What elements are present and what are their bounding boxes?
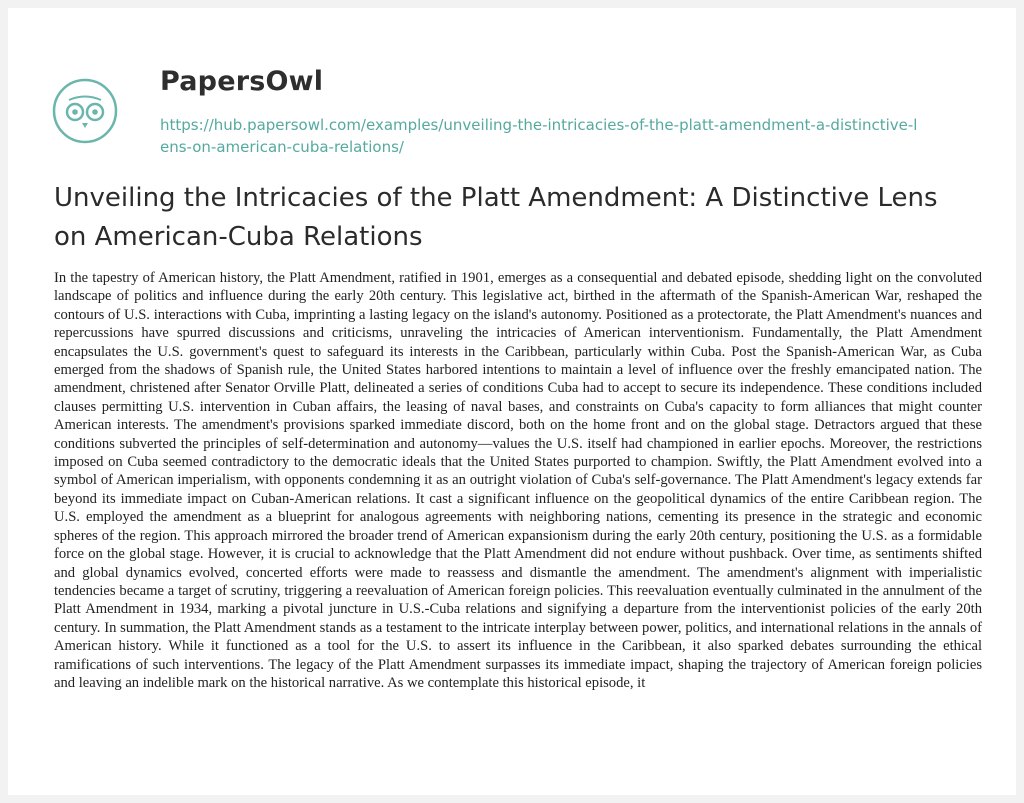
document-title: Unveiling the Intricacies of the Platt Amendment: A Distinctive Lens on American-Cuba Relations	[54, 183, 938, 252]
brand-name[interactable]: PapersOwl	[160, 66, 324, 97]
source-url-link[interactable]: https://hub.papersowl.com/examples/unveiling-the-intricacies-of-the-platt-amendment-a-distinctive-lens-on-american-cuba-relations/	[160, 116, 918, 156]
papersowl-logo[interactable]	[52, 78, 118, 144]
document-body: In the tapestry of American history, the Platt Amendment, ratified in 1901, emerges as a consequential and debated episode, shedding light on the convoluted landscape of politics and influence during the early 20th century. This legislative act, birthed in the aftermath of the Spanish-American War, reshaped the contours of U.S. interactions with Cuba, imprinting a lasting legacy on the island's autonomy. Positioned as a protectorate, the Platt Amendment's nuances and repercussions have spurred discussions and criticisms, unraveling the intricacies of American interventionism. Fundamentally, the Platt Amendment encapsulates the U.S. government's quest to safeguard its interests in the Caribbean, particularly within Cuba. Post the Spanish-American War, as Cuba emerged from the shadows of Spanish rule, the United States harbored intentions to maintain a level of influence over the freshly emancipated nation. The amendment, christened after Senator Orville Platt, delineated a series of conditions Cuba had to accept to secure its independence. These conditions included clauses permitting U.S. intervention in Cuban affairs, the leasing of naval bases, and constraints on Cuba's capacity to form alliances that might counter American interests. The amendment's provisions sparked immediate discord, both on the home front and on the global stage. Detractors argued that these conditions subverted the principles of self-determination and autonomy—values the U.S. itself had championed in earlier epochs. Moreover, the restrictions imposed on Cuba seemed contradictory to the democratic ideals that the United States purported to champion. Swiftly, the Platt Amendment evolved into a symbol of American imperialism, with opponents condemning it as an outright violation of Cuba's self-governance. The Platt Amendment's legacy extends far beyond its immediate impact on Cuban-American relations. It cast a significant influence on the geopolitical dynamics of the entire Caribbean region. The U.S. employed the amendment as a blueprint for analogous agreements with neighboring nations, cementing its presence in the strategic and economic spheres of the region. This approach mirrored the broader trend of American expansionism during the early 20th century, positioning the U.S. as a formidable force on the global stage. However, it is crucial to acknowledge that the Platt Amendment did not endure without pushback. Over time, as sentiments shifted and global dynamics evolved, concerted efforts were made to reassess and dismantle the amendment. The amendment's alignment with imperialistic tendencies became a target of scrutiny, triggering a reevaluation of American foreign policies. This reevaluation eventually culminated in the annulment of the Platt Amendment in 1934, marking a pivotal juncture in U.S.-Cuba relations and signifying a departure from the interventionist policies of the early 20th century. In summation, the Platt Amendment stands as a testament to the intricate interplay between power, politics, and international relations in the annals of American history. While it functioned as a tool for the U.S. to assert its influence in the Caribbean, it also sparked debates surrounding the ethical ramifications of such interventions. The legacy of the Platt Amendment surpasses its immediate impact, shaping the trajectory of American foreign policies and leaving an indelible mark on the historical narrative. As we contemplate this historical episode, it	[54, 270, 982, 691]
document-page	[8, 8, 1016, 795]
owl-logo-icon	[52, 78, 118, 144]
